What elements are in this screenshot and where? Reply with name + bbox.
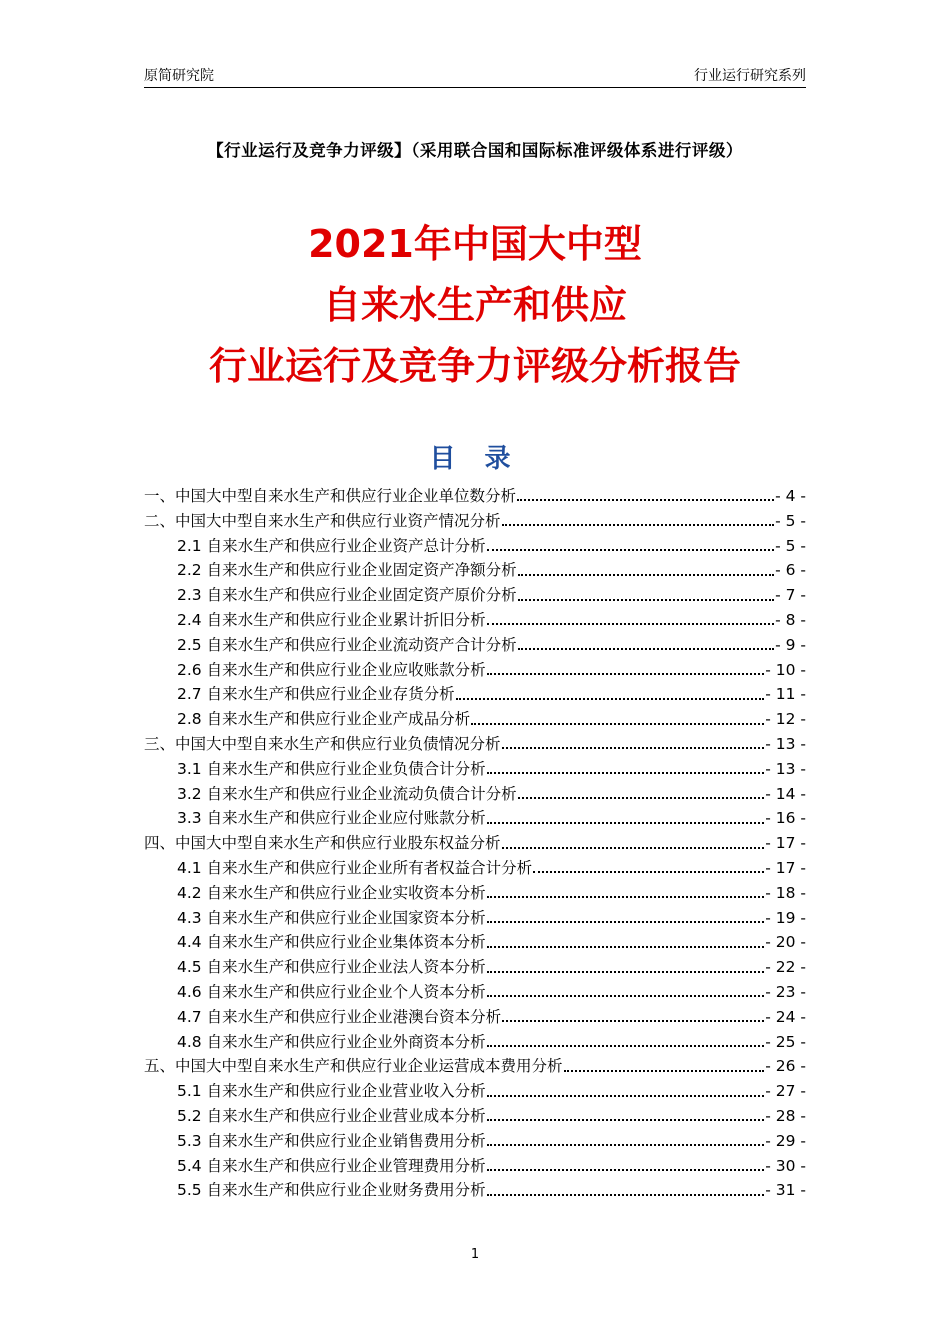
title-line-3: 行业运行及竞争力评级分析报告 bbox=[208, 344, 741, 388]
report-title bbox=[0, 214, 950, 397]
toc-entry[interactable] bbox=[144, 1054, 806, 1079]
toc-leader-dots bbox=[487, 921, 765, 923]
toc-entry[interactable] bbox=[144, 484, 806, 509]
toc-entry-page: - 13 - bbox=[765, 759, 806, 778]
toc-entry-page: - 23 - bbox=[765, 982, 806, 1001]
toc-entry-page: - 28 - bbox=[765, 1106, 806, 1125]
title-line-1: 2021年中国大中型 bbox=[308, 222, 642, 266]
toc-leader-dots bbox=[518, 648, 775, 650]
toc-leader-dots bbox=[487, 1144, 765, 1146]
toc-leader-dots bbox=[487, 549, 775, 551]
toc-leader-dots bbox=[471, 723, 764, 725]
toc-leader-dots bbox=[502, 524, 775, 526]
toc-entry-page: - 17 - bbox=[765, 858, 806, 877]
toc-entry[interactable] bbox=[144, 534, 806, 559]
toc-leader-dots bbox=[487, 971, 765, 973]
toc-entry-label: 4.3 自来水生产和供应行业企业国家资本分析 bbox=[177, 908, 486, 927]
toc-entry-page: - 6 - bbox=[775, 561, 806, 580]
toc-entry[interactable] bbox=[144, 658, 806, 683]
toc-entry-label: 三、中国大中型自来水生产和供应行业负债情况分析 bbox=[144, 734, 501, 753]
toc-leader-dots bbox=[518, 599, 775, 601]
toc-entry[interactable] bbox=[144, 583, 806, 608]
toc-entry[interactable] bbox=[144, 856, 806, 881]
toc-entry[interactable] bbox=[144, 1178, 806, 1203]
toc-entry[interactable] bbox=[144, 930, 806, 955]
toc-entry-page: - 25 - bbox=[765, 1032, 806, 1051]
toc-entry[interactable] bbox=[144, 633, 806, 658]
toc-entry-page: - 5 - bbox=[775, 536, 806, 555]
toc-leader-dots bbox=[487, 1169, 765, 1171]
toc-heading: 目 录 bbox=[429, 444, 521, 474]
toc-entry-page: - 4 - bbox=[775, 487, 806, 505]
toc-leader-dots bbox=[564, 1070, 765, 1072]
toc-leader-dots bbox=[518, 797, 765, 799]
toc-entry-page: - 29 - bbox=[765, 1131, 806, 1150]
toc-leader-dots bbox=[487, 822, 765, 824]
toc-entry[interactable] bbox=[144, 881, 806, 906]
toc-entry-label: 2.8 自来水生产和供应行业企业产成品分析 bbox=[177, 710, 471, 729]
page-number: 1 bbox=[470, 1247, 480, 1262]
header-org: 原简研究院 bbox=[144, 68, 214, 84]
toc-entry-label: 5.2 自来水生产和供应行业企业营业成本分析 bbox=[177, 1106, 486, 1125]
toc-entry-page: - 13 - bbox=[765, 734, 806, 753]
toc-entry[interactable] bbox=[144, 608, 806, 633]
rating-subtitle: 【行业运行及竞争力评级】（采用联合国和国际标准评级体系进行评级） bbox=[207, 141, 743, 160]
toc-entry-page: - 8 - bbox=[775, 610, 806, 629]
toc-leader-dots bbox=[517, 499, 774, 501]
toc-entry-page: - 11 - bbox=[765, 685, 806, 704]
toc-leader-dots bbox=[502, 1020, 764, 1022]
toc-entry-label: 2.2 自来水生产和供应行业企业固定资产净额分析 bbox=[177, 561, 517, 580]
toc-leader-dots bbox=[487, 896, 765, 898]
toc-entry-label: 3.3 自来水生产和供应行业企业应付账款分析 bbox=[177, 809, 486, 828]
title-line-2: 自来水生产和供应 bbox=[322, 283, 627, 327]
toc-leader-dots bbox=[487, 1119, 765, 1121]
toc-entry-page: - 19 - bbox=[765, 908, 806, 927]
toc-entry-label: 五、中国大中型自来水生产和供应行业企业运营成本费用分析 bbox=[144, 1057, 563, 1076]
toc-entry-page: - 12 - bbox=[765, 710, 806, 729]
toc-entry-label: 5.4 自来水生产和供应行业企业管理费用分析 bbox=[177, 1156, 486, 1175]
toc-entry-page: - 14 - bbox=[765, 784, 806, 803]
toc-entry-label: 5.3 自来水生产和供应行业企业销售费用分析 bbox=[177, 1131, 486, 1150]
toc-entry-page: - 27 - bbox=[765, 1082, 806, 1101]
toc-entry[interactable] bbox=[144, 782, 806, 807]
toc-leader-dots bbox=[487, 946, 765, 948]
toc-leader-dots bbox=[487, 1045, 765, 1047]
toc-entry-page: - 7 - bbox=[775, 586, 806, 605]
toc-entry-label: 2.1 自来水生产和供应行业企业资产总计分析 bbox=[177, 536, 486, 555]
toc-leader-dots bbox=[487, 995, 765, 997]
toc-entry-page: - 18 - bbox=[765, 883, 806, 902]
toc-entry-label: 3.1 自来水生产和供应行业企业负债合计分析 bbox=[177, 759, 486, 778]
toc-entry[interactable] bbox=[144, 707, 806, 732]
toc-entry[interactable] bbox=[144, 1079, 806, 1104]
toc-entry-label: 2.7 自来水生产和供应行业企业存货分析 bbox=[177, 685, 455, 704]
toc-entry-label: 二、中国大中型自来水生产和供应行业资产情况分析 bbox=[144, 511, 501, 530]
toc-entry[interactable] bbox=[144, 806, 806, 831]
toc-entry-page: - 17 - bbox=[765, 834, 806, 853]
header-series: 行业运行研究系列 bbox=[694, 68, 806, 84]
toc-entry[interactable] bbox=[144, 1005, 806, 1030]
toc-entry-label: 四、中国大中型自来水生产和供应行业股东权益分析 bbox=[144, 834, 501, 853]
toc-entry-label: 4.4 自来水生产和供应行业企业集体资本分析 bbox=[177, 933, 486, 952]
toc-leader-dots bbox=[533, 871, 764, 873]
toc-leader-dots bbox=[487, 623, 775, 625]
toc-entry-page: - 26 - bbox=[765, 1057, 806, 1076]
toc-entry-page: - 5 - bbox=[775, 511, 806, 530]
toc-entry-page: - 22 - bbox=[765, 958, 806, 977]
toc-entry[interactable] bbox=[144, 906, 806, 931]
toc-entry-label: 2.5 自来水生产和供应行业企业流动资产合计分析 bbox=[177, 635, 517, 654]
toc-entry-label: 5.5 自来水生产和供应行业企业财务费用分析 bbox=[177, 1181, 486, 1200]
toc-leader-dots bbox=[487, 1095, 765, 1097]
toc-leader-dots bbox=[487, 1194, 765, 1196]
toc-entry[interactable] bbox=[144, 1104, 806, 1129]
toc-entry[interactable] bbox=[144, 732, 806, 757]
toc-entry-label: 一、中国大中型自来水生产和供应行业企业单位数分析 bbox=[144, 487, 517, 505]
page-header bbox=[144, 62, 806, 88]
toc-leader-dots bbox=[518, 574, 775, 576]
toc-entry-label: 2.3 自来水生产和供应行业企业固定资产原价分析 bbox=[177, 586, 517, 605]
toc-entry[interactable] bbox=[144, 980, 806, 1005]
toc-entry[interactable] bbox=[144, 682, 806, 707]
toc-entry-label: 3.2 自来水生产和供应行业企业流动负债合计分析 bbox=[177, 784, 517, 803]
toc-entry-page: - 9 - bbox=[775, 635, 806, 654]
toc-entry-label: 4.2 自来水生产和供应行业企业实收资本分析 bbox=[177, 883, 486, 902]
toc-entry-label: 4.5 自来水生产和供应行业企业法人资本分析 bbox=[177, 958, 486, 977]
toc-entry-page: - 24 - bbox=[765, 1007, 806, 1026]
toc-leader-dots bbox=[487, 673, 765, 675]
toc-entry-label: 2.4 自来水生产和供应行业企业累计折旧分析 bbox=[177, 610, 486, 629]
toc-entry-page: - 31 - bbox=[765, 1181, 806, 1200]
toc-entry-label: 4.7 自来水生产和供应行业企业港澳台资本分析 bbox=[177, 1007, 502, 1026]
toc-entry[interactable] bbox=[144, 1129, 806, 1154]
toc-leader-dots bbox=[502, 747, 765, 749]
toc-entry-page: - 10 - bbox=[765, 660, 806, 679]
toc-entry-page: - 16 - bbox=[765, 809, 806, 828]
toc-entry[interactable] bbox=[144, 509, 806, 534]
toc-leader-dots bbox=[487, 772, 765, 774]
toc-entry[interactable] bbox=[144, 1154, 806, 1179]
toc-entry[interactable] bbox=[144, 757, 806, 782]
toc-entry-label: 4.6 自来水生产和供应行业企业个人资本分析 bbox=[177, 982, 486, 1001]
toc-entry-label: 4.1 自来水生产和供应行业企业所有者权益合计分析 bbox=[177, 858, 533, 877]
toc-leader-dots bbox=[456, 698, 765, 700]
toc-entry-page: - 30 - bbox=[765, 1156, 806, 1175]
toc-entry-label: 4.8 自来水生产和供应行业企业外商资本分析 bbox=[177, 1032, 486, 1051]
table-of-contents bbox=[144, 484, 806, 1203]
toc-leader-dots bbox=[502, 847, 765, 849]
toc-entry-label: 2.6 自来水生产和供应行业企业应收账款分析 bbox=[177, 660, 486, 679]
toc-entry[interactable] bbox=[144, 558, 806, 583]
toc-entry-page: - 20 - bbox=[765, 933, 806, 952]
toc-entry[interactable] bbox=[144, 955, 806, 980]
toc-entry-label: 5.1 自来水生产和供应行业企业营业收入分析 bbox=[177, 1082, 486, 1101]
toc-entry[interactable] bbox=[144, 1030, 806, 1055]
toc-entry[interactable] bbox=[144, 831, 806, 856]
